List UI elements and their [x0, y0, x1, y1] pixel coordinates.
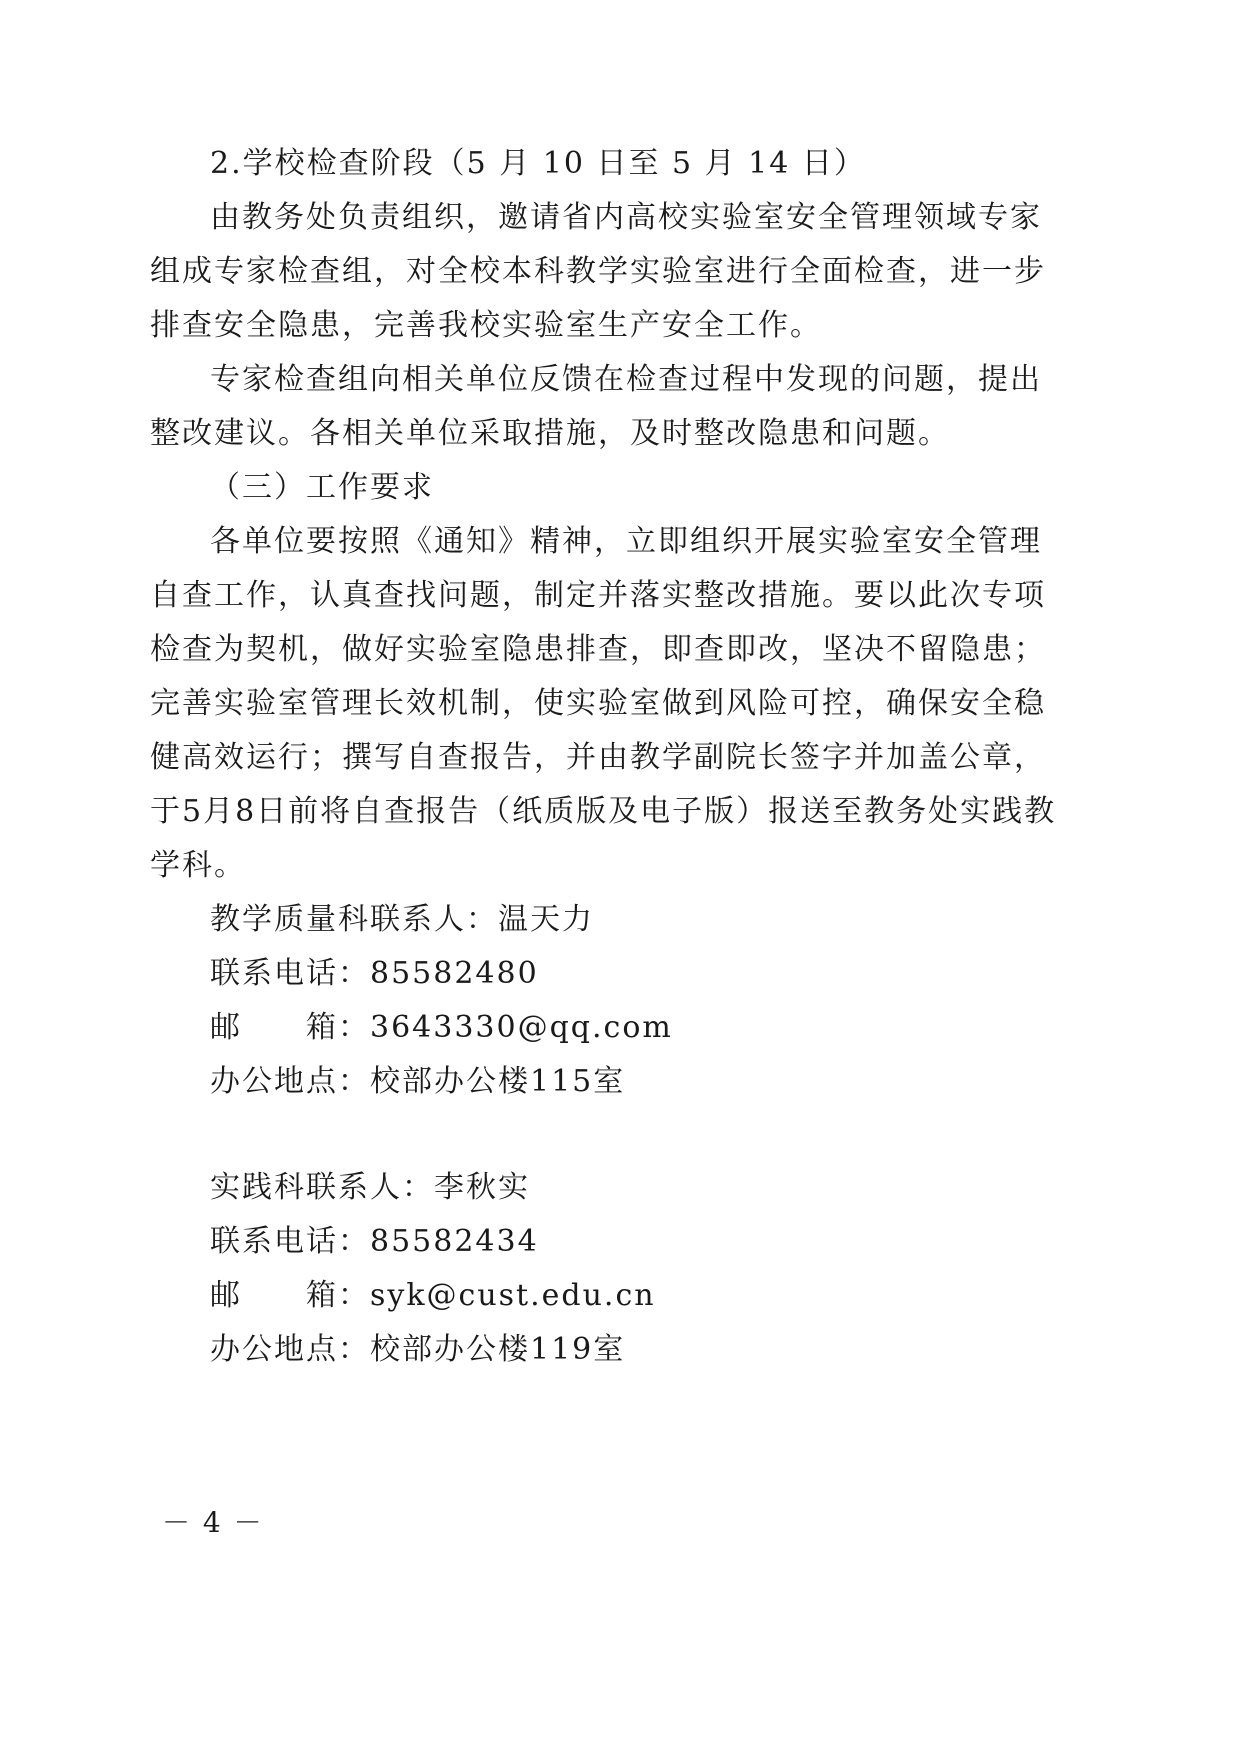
paragraph-requirements-line-7: 学科。 [150, 848, 246, 883]
paragraph-requirements-line-4: 完善实验室管理长效机制，使实验室做到风险可控，确保安全稳 [150, 686, 1046, 721]
paragraph-expert-line-2: 组成专家检查组，对全校本科教学实验室进行全面检查，进一步 [150, 254, 1046, 289]
contact-quality-person: 教学质量科联系人：温天力 [210, 902, 594, 937]
paragraph-feedback-line-1: 专家检查组向相关单位反馈在检查过程中发现的问题，提出 [210, 362, 1042, 397]
paragraph-expert-line-3: 排查安全隐患，完善我校实验室生产安全工作。 [150, 308, 822, 343]
contact-quality-email: 邮 箱：3643330@qq.com [210, 1010, 673, 1045]
paragraph-requirements-line-6: 于5月8日前将自查报告（纸质版及电子版）报送至教务处实践教 [150, 794, 1057, 829]
contact-practice-person: 实践科联系人：李秋实 [210, 1170, 530, 1205]
paragraph-requirements-line-3: 检查为契机，做好实验室隐患排查，即查即改，坚决不留隐患； [150, 632, 1046, 667]
section-requirements-heading: （三）工作要求 [210, 470, 434, 505]
contact-quality-phone: 联系电话：85582480 [210, 956, 539, 991]
contact-practice-email: 邮 箱：syk@cust.edu.cn [210, 1278, 656, 1313]
section-stage2-heading: 2.学校检查阶段（5 月 10 日至 5 月 14 日） [210, 146, 866, 181]
paragraph-feedback-line-2: 整改建议。各相关单位采取措施，及时整改隐患和问题。 [150, 416, 950, 451]
contact-practice-office: 办公地点：校部办公楼119室 [210, 1332, 626, 1367]
contact-quality-office: 办公地点：校部办公楼115室 [210, 1064, 626, 1099]
paragraph-requirements-line-1: 各单位要按照《通知》精神，立即组织开展实验室安全管理 [210, 524, 1042, 559]
paragraph-requirements-line-5: 健高效运行；撰写自查报告，并由教学副院长签字并加盖公章， [150, 740, 1046, 775]
page-number: － 4 － [162, 1506, 264, 1539]
contact-practice-phone: 联系电话：85582434 [210, 1224, 539, 1259]
paragraph-expert-line-1: 由教务处负责组织，邀请省内高校实验室安全管理领域专家 [210, 200, 1042, 235]
paragraph-requirements-line-2: 自查工作，认真查找问题，制定并落实整改措施。要以此次专项 [150, 578, 1046, 613]
